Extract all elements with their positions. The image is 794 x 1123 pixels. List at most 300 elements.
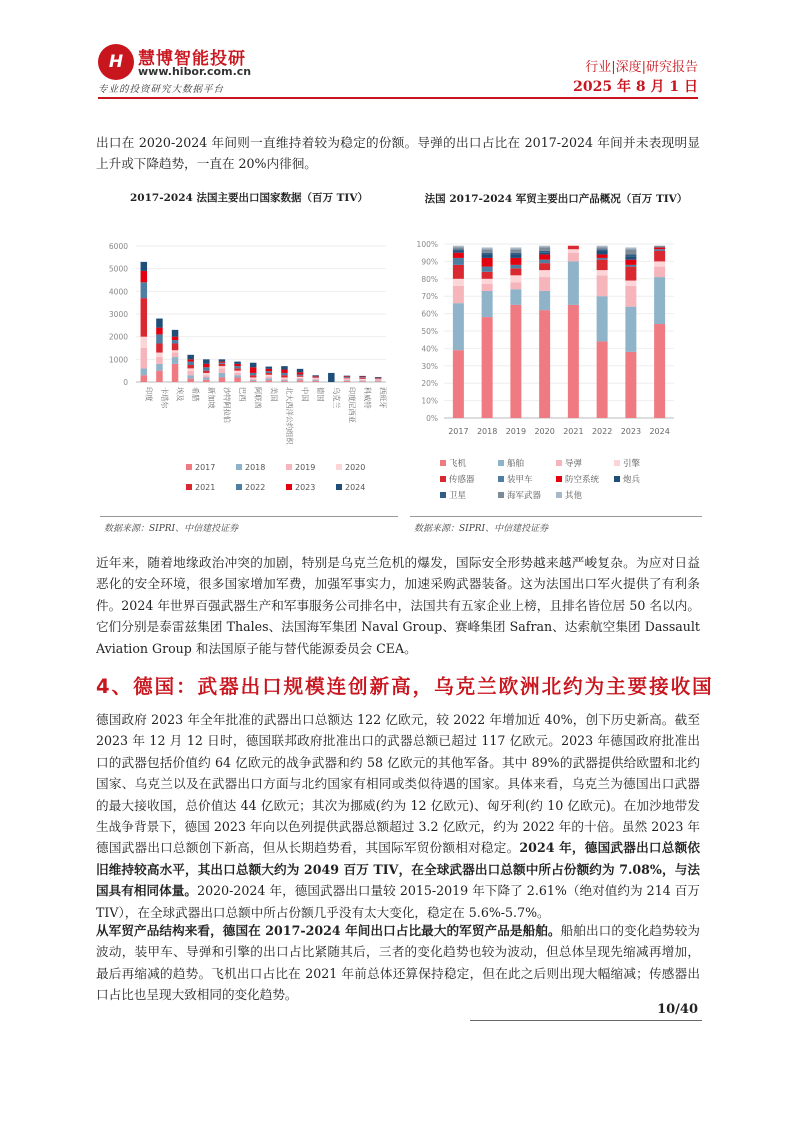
bar-segment xyxy=(266,373,273,375)
bar-segment xyxy=(539,247,550,250)
x-tick-label: 2018 xyxy=(476,427,498,436)
x-tick-label: 2021 xyxy=(563,427,584,436)
bar-segment xyxy=(654,277,665,324)
bar-segment xyxy=(359,377,366,378)
legend-swatch xyxy=(186,484,192,490)
x-tick-label: 埃及 xyxy=(175,387,185,402)
paragraph-germany-products xyxy=(96,920,700,1006)
logo-name: 慧博智能投研 xyxy=(138,49,246,69)
bar-segment xyxy=(297,376,304,377)
legend-label: 其他 xyxy=(565,491,583,501)
legend-label: 飞机 xyxy=(449,459,467,469)
bar-segment xyxy=(510,258,521,265)
bar-segment xyxy=(654,261,665,266)
bar-segment xyxy=(312,379,319,380)
bar-segment xyxy=(203,367,210,370)
bar-segment xyxy=(510,275,521,282)
bar-segment xyxy=(156,371,163,382)
y-tick-label: 3000 xyxy=(108,310,128,319)
bar-segment xyxy=(597,341,608,418)
y-tick-label: 1000 xyxy=(108,355,128,365)
bar-segment xyxy=(510,265,521,268)
bar-segment xyxy=(141,375,148,382)
bar-segment xyxy=(141,337,148,348)
legend-label: 2017 xyxy=(195,463,216,472)
bar-segment xyxy=(312,375,319,376)
bar-segment xyxy=(281,381,288,382)
bar-segment xyxy=(234,371,241,373)
x-tick-label: 科威特 xyxy=(363,387,373,409)
bar-segment xyxy=(250,377,257,378)
y-tick-label: 80% xyxy=(421,274,438,284)
bar-segment xyxy=(453,247,464,249)
legend-swatch xyxy=(498,476,504,482)
bar-segment xyxy=(597,260,608,270)
bar-segment xyxy=(510,282,521,289)
logo-url: www.hibor.com.cn xyxy=(138,65,252,78)
bar-segment xyxy=(453,350,464,418)
bar-segment xyxy=(141,348,148,368)
bar-segment xyxy=(375,381,382,382)
bar-segment xyxy=(482,284,493,291)
bar-segment xyxy=(539,246,550,248)
bar-segment xyxy=(250,373,257,375)
bar-segment xyxy=(203,371,210,373)
bar-segment xyxy=(482,279,493,284)
bar-segment xyxy=(312,381,319,382)
legend-label: 2020 xyxy=(345,463,366,472)
bar-segment xyxy=(234,362,241,364)
bar-segment xyxy=(203,373,210,375)
legend-swatch xyxy=(440,492,446,498)
bar-segment xyxy=(482,267,493,272)
bar-segment xyxy=(156,357,163,364)
y-tick-label: 30% xyxy=(421,361,438,371)
legend-swatch xyxy=(498,460,504,466)
bar-segment xyxy=(510,253,521,255)
paragraph-germany-exports xyxy=(96,709,700,923)
bar-segment xyxy=(344,380,351,381)
bar-segment xyxy=(187,365,194,368)
bar-segment xyxy=(344,378,351,379)
bar-segment xyxy=(234,375,241,377)
x-tick-label: 2022 xyxy=(591,427,613,436)
bar-segment xyxy=(568,249,579,252)
bar-segment xyxy=(312,377,319,378)
bar-segment xyxy=(359,378,366,379)
chart-right-title: 法国 2017-2024 军贸主要出口产品概况（百万 TIV） xyxy=(424,193,688,205)
bar-segment xyxy=(453,253,464,258)
legend-swatch xyxy=(440,460,446,466)
bar-segment xyxy=(297,378,304,379)
legend-label: 2024 xyxy=(345,483,366,492)
legend-label: 2022 xyxy=(245,483,266,492)
legend-label: 2019 xyxy=(295,463,316,472)
y-tick-label: 70% xyxy=(421,292,438,302)
bar-segment xyxy=(625,247,636,249)
bar-segment xyxy=(250,375,257,377)
bar-segment xyxy=(172,340,179,343)
bar-segment xyxy=(172,343,179,350)
legend-label: 2021 xyxy=(195,483,216,492)
legend-swatch xyxy=(614,460,620,466)
x-tick-label: 2017 xyxy=(448,427,469,436)
bar-segment xyxy=(219,359,226,361)
bar-segment xyxy=(250,381,257,382)
x-tick-label: 中国 xyxy=(300,387,310,402)
bar-segment xyxy=(482,254,493,257)
product-export-chart xyxy=(410,232,702,507)
bar-segment xyxy=(597,254,608,257)
y-tick-label: 2000 xyxy=(108,332,128,342)
bar-segment xyxy=(187,375,194,378)
bar-segment xyxy=(344,378,351,379)
bar-segment xyxy=(266,380,273,382)
bar-segment xyxy=(539,263,550,270)
bar-segment xyxy=(539,260,550,263)
report-date: 2025 年 8 月 1 日 xyxy=(573,79,698,95)
country-export-chart xyxy=(100,232,400,502)
bar-segment xyxy=(654,324,665,418)
legend-swatch xyxy=(440,476,446,482)
bar-segment xyxy=(266,375,273,377)
bar-segment xyxy=(539,254,550,259)
bar-segment xyxy=(568,253,579,262)
bar-segment xyxy=(312,380,319,381)
bar-segment xyxy=(219,377,226,382)
bar-segment xyxy=(625,265,636,267)
legend-swatch xyxy=(336,484,342,490)
bar-segment xyxy=(597,246,608,248)
legend-label: 2023 xyxy=(295,483,316,492)
bar-segment xyxy=(568,246,579,249)
bar-segment xyxy=(312,376,319,377)
bar-segment xyxy=(219,364,226,366)
legend-swatch xyxy=(556,492,562,498)
bar-segment xyxy=(266,371,273,373)
bar-segment xyxy=(281,370,288,373)
bar-segment xyxy=(187,379,194,382)
source-divider-right xyxy=(410,516,702,517)
legend-label: 船舶 xyxy=(507,459,525,469)
bar-segment xyxy=(539,310,550,418)
bar-segment xyxy=(453,286,464,303)
legend-swatch xyxy=(286,464,292,470)
bar-segment xyxy=(597,251,608,254)
x-tick-label: 西班牙 xyxy=(378,387,388,409)
bar-segment xyxy=(375,377,382,378)
bar-segment xyxy=(453,258,464,265)
report-type: 行业|深度|研究报告 xyxy=(585,60,698,75)
bar-segment xyxy=(482,258,493,267)
bar-segment xyxy=(539,270,550,277)
bar-segment xyxy=(219,368,226,373)
bar-segment xyxy=(141,271,148,282)
bar-segment xyxy=(312,378,319,379)
bar-segment xyxy=(297,379,304,380)
bar-segment xyxy=(234,368,241,370)
paragraph-germany-text: 德国政府 2023 年全年批准的武器出口总额达 122 亿欧元，较 2022 年增加近 40%，创下历史新高。截至 2023 年 12 月 12 日时，德国联邦政府批准出口的武器总额已超过 117 亿欧元。2023 年德国政府批准出口的武器包括价值约 64 亿欧元的战争武器和约 58 亿欧元的其他军备。其中 89%的武器提供给欧盟和北约国家、乌克兰以及在武器出口方面与北约国家有相同或类似待遇的国家。具体来看，乌克兰为德国出口武器的最大接收国，总价值达 44 亿欧元；其次为挪威(约为 12 亿欧元)、匈牙利(约 10 亿欧元)。在加沙地带发生战争背景下，德国 2023 年向以色列提供武器总额超过 3.2 亿欧元，约为 2022 年的十倍。虽然 2023 年德国武器出口总额创下新高，但从长期趋势看，其国际军贸份额相对稳定。 xyxy=(96,712,700,856)
bar-segment xyxy=(375,380,382,381)
bar-segment xyxy=(187,359,194,361)
y-tick-label: 40% xyxy=(421,344,438,354)
bar-segment xyxy=(482,272,493,279)
bar-segment xyxy=(281,375,288,377)
legend-swatch xyxy=(498,492,504,498)
bar-segment xyxy=(281,366,288,369)
bar-segment xyxy=(172,337,179,340)
x-tick-label: 2019 xyxy=(505,427,527,436)
bar-segment xyxy=(141,282,148,298)
bar-segment xyxy=(219,362,226,363)
bar-segment xyxy=(359,381,366,382)
bar-segment xyxy=(156,328,163,335)
bar-segment xyxy=(344,376,351,377)
bar-segment xyxy=(359,380,366,381)
bar-segment xyxy=(187,371,194,376)
x-tick-label: 新加坡 xyxy=(206,387,216,409)
bar-segment xyxy=(625,307,636,352)
legend-label: 导弹 xyxy=(565,459,583,469)
bar-segment xyxy=(156,334,163,343)
bar-segment xyxy=(281,380,288,381)
y-tick-label: 100% xyxy=(416,240,438,249)
header-divider xyxy=(98,97,698,99)
legend-label: 引擎 xyxy=(623,459,641,469)
bar-segment xyxy=(141,262,148,271)
bar-segment xyxy=(344,376,351,377)
logo-mark: H xyxy=(98,44,134,80)
bar-segment xyxy=(203,364,210,367)
bar-segment xyxy=(297,369,304,372)
bar-segment xyxy=(654,251,665,261)
bar-segment xyxy=(625,281,636,286)
bar-segment xyxy=(266,367,273,369)
bar-segment xyxy=(453,251,464,253)
bar-segment xyxy=(654,249,665,251)
bar-segment xyxy=(250,380,257,381)
chart-right-source: 数据来源：SIPRI、中信建投证券 xyxy=(414,524,549,534)
bar-segment xyxy=(597,247,608,249)
y-tick-label: 0% xyxy=(426,414,438,423)
bar-segment xyxy=(328,373,335,382)
bar-segment xyxy=(172,353,179,358)
bar-segment xyxy=(156,353,163,358)
bar-segment xyxy=(172,364,179,382)
bar-segment xyxy=(219,363,226,364)
bar-segment xyxy=(187,355,194,360)
bar-segment xyxy=(219,366,226,368)
bar-segment xyxy=(539,277,550,291)
y-tick-label: 0 xyxy=(123,378,128,387)
legend-swatch xyxy=(186,464,192,470)
bar-segment xyxy=(359,381,366,382)
bar-segment xyxy=(203,377,210,379)
bar-segment xyxy=(141,298,148,337)
legend-label: 传感器 xyxy=(449,475,475,485)
bar-segment xyxy=(597,296,608,341)
source-divider-left xyxy=(100,516,398,517)
bar-segment xyxy=(482,247,493,249)
bar-segment xyxy=(654,247,665,249)
x-tick-label: 阿联酋 xyxy=(253,387,263,409)
legend-swatch xyxy=(556,476,562,482)
bar-segment xyxy=(482,317,493,418)
bar-segment xyxy=(250,363,257,368)
y-tick-label: 20% xyxy=(421,379,438,389)
y-tick-label: 5000 xyxy=(108,264,128,274)
x-tick-label: 德国 xyxy=(316,387,326,402)
y-tick-label: 60% xyxy=(421,309,438,319)
bar-segment xyxy=(482,291,493,317)
paragraph-germany-tail: 2020-2024 年，德国武器出口量较 2015-2019 年下降了 2.61%（绝对值约为 214 百万 TIV），在全球武器出口总额中所占份额几乎没有太大变化，稳定在 5.6%-5.7%。 xyxy=(96,883,700,920)
bar-segment xyxy=(344,379,351,380)
bar-segment xyxy=(156,319,163,328)
bar-segment xyxy=(297,372,304,374)
x-tick-label: 沙特阿拉伯 xyxy=(222,387,232,423)
legend-label: 防空系统 xyxy=(565,475,600,485)
bar-segment xyxy=(156,343,163,352)
y-tick-label: 10% xyxy=(421,396,438,406)
bar-segment xyxy=(625,254,636,256)
paragraph-products-text: 船舶出口的变化趋势较为波动，装甲车、导弹和引擎的出口占比紧随其后，三者的变化趋势也较为波动，但总体呈现先缩减再增加，最后再缩减的趋势。飞机出口占比在 2021 年前总体还算保持稳定，但在此之后则出现大幅缩减；传感器出口占比也呈现大致相同的变化趋势。 xyxy=(96,923,701,1003)
y-tick-label: 6000 xyxy=(108,242,128,251)
x-tick-label: 乌克兰 xyxy=(331,387,341,409)
paragraph-products-highlight: 从军贸产品结构来看，德国在 2017-2024 年间出口占比最大的军贸产品是船舶。 xyxy=(96,923,561,938)
bar-segment xyxy=(266,378,273,380)
legend-label: 卫星 xyxy=(449,491,467,501)
bar-segment xyxy=(359,379,366,380)
paragraph-germany-highlight: 2024 年，德国武器出口总额依旧维持较高水平，其出口总额大约为 2049 百万 TIV，在全球武器出口总额中所占份额约为 7.08%，与法国具有相同体量。 xyxy=(96,840,700,899)
bar-segment xyxy=(156,364,163,371)
bar-segment xyxy=(510,268,521,275)
bar-segment xyxy=(654,267,665,277)
bar-segment xyxy=(281,377,288,378)
legend-swatch xyxy=(236,464,242,470)
bar-segment xyxy=(453,249,464,251)
bar-segment xyxy=(172,357,179,364)
bar-segment xyxy=(250,367,257,373)
intro-paragraph: 出口在 2020-2024 年间则一直维持着较为稳定的份额。导弹的出口占比在 2017-2024 年间并未表现明显上升或下降趋势，一直在 20%内徘徊。 xyxy=(96,135,700,172)
bar-segment xyxy=(172,350,179,352)
bar-segment xyxy=(234,364,241,366)
y-tick-label: 4000 xyxy=(108,287,128,297)
x-tick-label: 印度 xyxy=(144,387,154,402)
bar-segment xyxy=(597,275,608,296)
x-tick-label: 巴西 xyxy=(238,387,248,402)
bar-segment xyxy=(375,381,382,382)
legend-label: 炮兵 xyxy=(623,475,641,485)
bar-segment xyxy=(250,379,257,380)
bar-segment xyxy=(453,279,464,286)
bar-segment xyxy=(297,375,304,376)
bar-segment xyxy=(510,249,521,252)
bar-segment xyxy=(312,377,319,378)
bar-segment xyxy=(234,366,241,368)
legend-swatch xyxy=(336,464,342,470)
bar-segment xyxy=(625,249,636,254)
bar-segment xyxy=(625,286,636,307)
bar-segment xyxy=(482,253,493,255)
bar-segment xyxy=(187,362,194,365)
bar-segment xyxy=(266,377,273,379)
legend-swatch xyxy=(236,484,242,490)
legend-label: 装甲车 xyxy=(507,475,533,485)
section-heading: 4、德国：武器出口规模连创新高，乌克兰欧洲北约为主要接收国 xyxy=(96,675,714,698)
x-tick-label: 卡塔尔 xyxy=(159,387,169,409)
bar-segment xyxy=(625,352,636,418)
bar-segment xyxy=(344,381,351,382)
bar-segment xyxy=(625,267,636,281)
y-tick-label: 50% xyxy=(421,327,438,336)
legend-swatch xyxy=(286,484,292,490)
bar-segment xyxy=(510,247,521,249)
bar-segment xyxy=(203,375,210,377)
page-number: 10/40 xyxy=(657,1002,698,1017)
legend-label: 海军武器 xyxy=(507,491,542,501)
bar-segment xyxy=(203,359,210,364)
bar-segment xyxy=(359,376,366,377)
bar-segment xyxy=(482,249,493,252)
bar-segment xyxy=(539,253,550,255)
bar-segment xyxy=(539,251,550,253)
bar-segment xyxy=(510,289,521,305)
bar-segment xyxy=(654,246,665,248)
legend-swatch xyxy=(556,460,562,466)
bar-segment xyxy=(453,265,464,279)
logo xyxy=(98,44,252,95)
x-tick-label: 希腊 xyxy=(191,387,201,402)
bar-segment xyxy=(203,380,210,382)
chart-left-title: 2017-2024 法国主要出口国家数据（百万 TIV） xyxy=(130,192,368,204)
bar-segment xyxy=(141,368,148,375)
bar-segment xyxy=(266,369,273,371)
bar-segment xyxy=(172,330,179,337)
bar-segment xyxy=(453,303,464,350)
bar-segment xyxy=(344,377,351,378)
bar-segment xyxy=(597,270,608,275)
bar-segment xyxy=(281,379,288,380)
x-tick-label: 2024 xyxy=(649,427,670,436)
bar-segment xyxy=(234,373,241,375)
bar-segment xyxy=(625,260,636,265)
bar-segment xyxy=(510,305,521,418)
legend-swatch xyxy=(614,476,620,482)
bar-segment xyxy=(219,373,226,378)
bar-segment xyxy=(625,256,636,259)
bar-segment xyxy=(234,377,241,382)
bar-segment xyxy=(597,249,608,251)
y-tick-label: 90% xyxy=(421,257,438,267)
bar-segment xyxy=(297,377,304,378)
bar-segment xyxy=(568,261,579,305)
bar-segment xyxy=(597,258,608,260)
bar-segment xyxy=(281,373,288,375)
paragraph-france-context: 近年来，随着地缘政治冲突的加剧，特别是乌克兰危机的爆发，国际安全形势越来越严峻复杂。为应对日益恶化的安全环境，很多国家增加军费，加强军事实力，加速采购武器装备。这为法国出口军火提供了有利条件。2024 年世界百强武器生产和军事服务公司排名中，法国共有五家企业上榜，且排名皆位居 50 名以内。它们分别是泰雷兹集团 Thales、法国海军集团 Naval Group、赛峰集团 Safran、达索航空集团 Dassault Aviation Group 和法国原子能与替代能源委员会 CEA。 xyxy=(96,555,700,656)
bar-segment xyxy=(510,254,521,257)
bar-segment xyxy=(568,305,579,418)
chart-left-source: 数据来源：SIPRI、中信建投证券 xyxy=(104,524,239,534)
bar-segment xyxy=(539,291,550,310)
x-tick-label: 北大西洋公约组织 xyxy=(284,387,294,445)
x-tick-label: 印度尼西亚 xyxy=(347,387,357,423)
x-tick-label: 美国 xyxy=(269,387,279,402)
bar-segment xyxy=(453,246,464,248)
bar-segment xyxy=(297,380,304,382)
logo-tagline: 专业的投资研究大数据平台 xyxy=(98,84,225,95)
x-tick-label: 2020 xyxy=(534,427,555,436)
bar-segment xyxy=(375,378,382,379)
